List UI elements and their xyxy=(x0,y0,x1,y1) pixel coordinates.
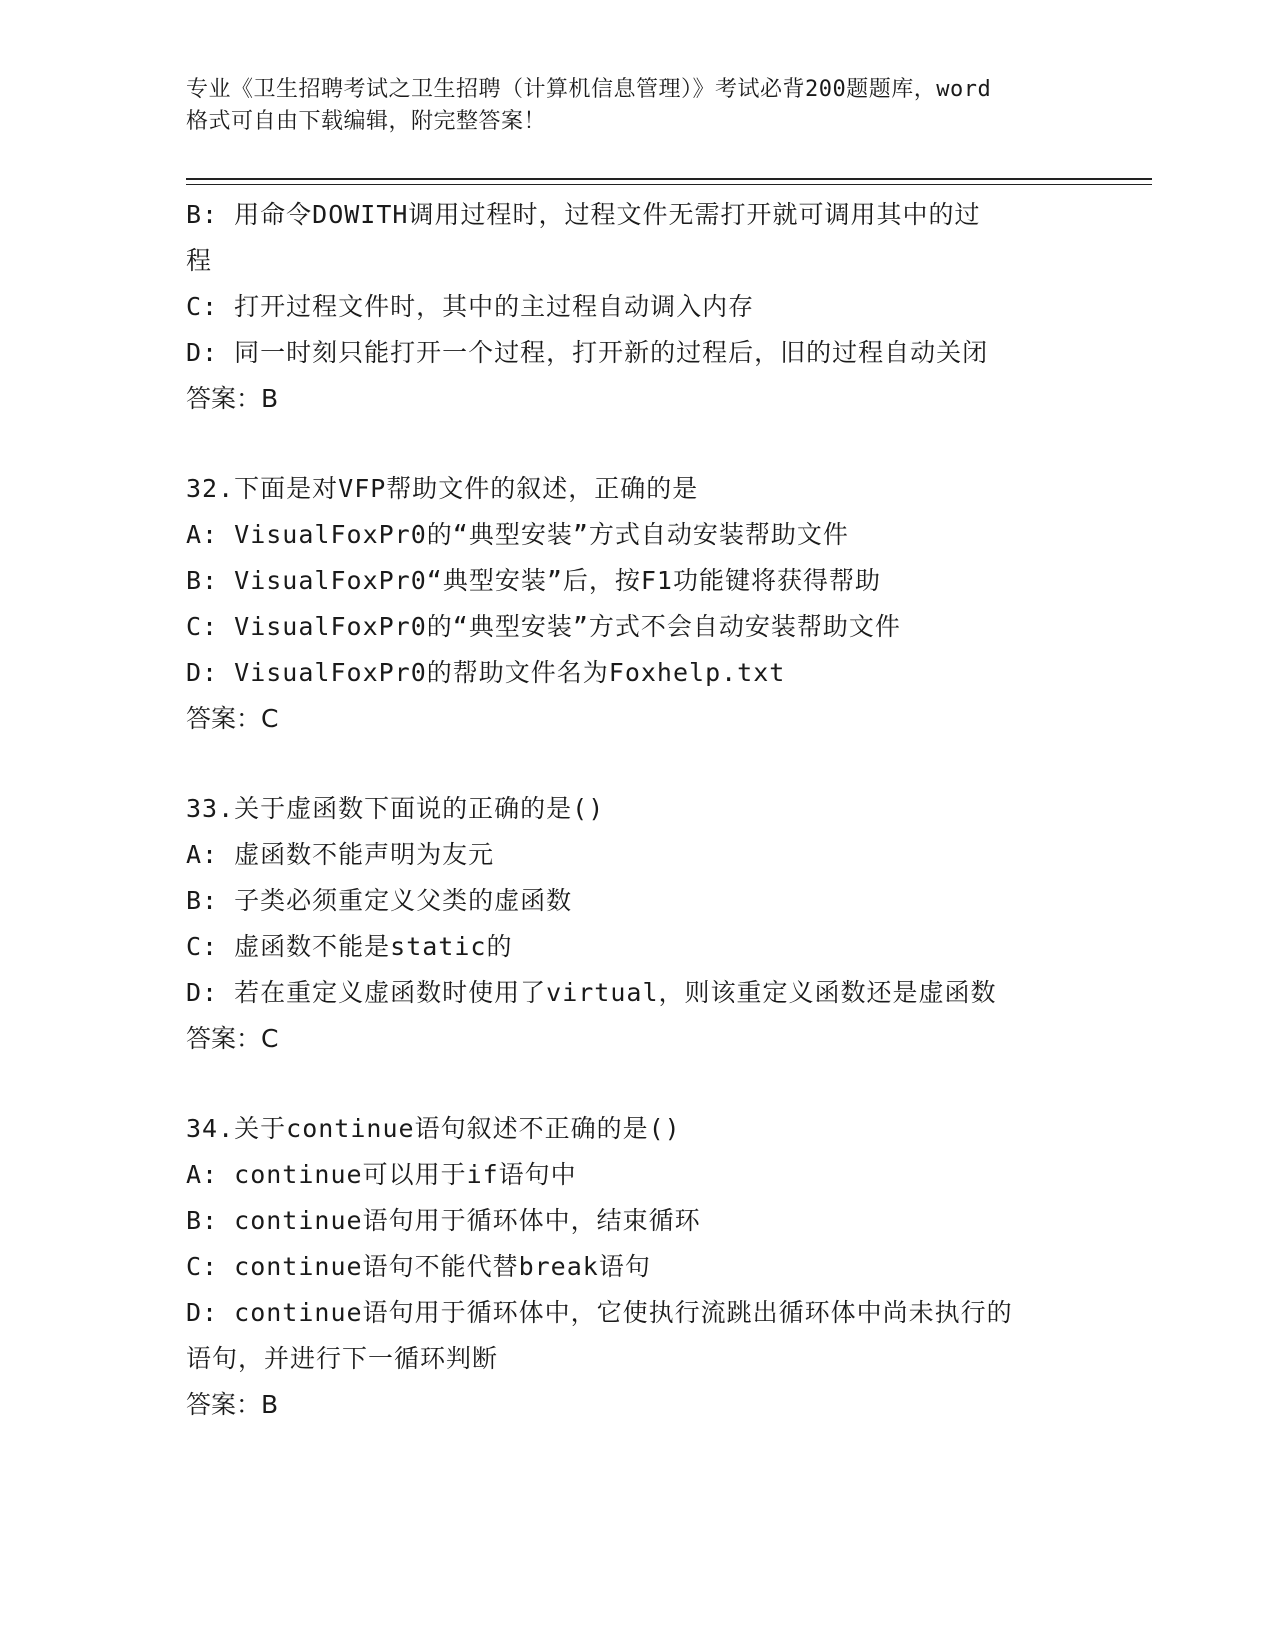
option-c: C: VisualFoxPr0的“典型安装”方式不会自动安装帮助文件 xyxy=(186,612,901,641)
header-divider-thick xyxy=(186,178,1152,180)
question-32 xyxy=(186,466,1086,742)
question-34 xyxy=(186,1106,1086,1428)
spacer xyxy=(186,1062,1086,1106)
option-b: B: continue语句用于循环体中，结束循环 xyxy=(186,1206,701,1235)
header-line-2: 格式可自由下载编辑，附完整答案！ xyxy=(186,109,547,134)
option-c: C: 打开过程文件时，其中的主过程自动调入内存 xyxy=(186,292,755,321)
option-c: C: continue语句不能代替break语句 xyxy=(186,1252,651,1281)
option-a: A: continue可以用于if语句中 xyxy=(186,1160,577,1189)
header-divider-thin xyxy=(186,184,1152,185)
question-list xyxy=(186,192,1086,1428)
option-a: A: VisualFoxPr0的“典型安装”方式自动安装帮助文件 xyxy=(186,520,849,549)
spacer xyxy=(186,742,1086,786)
option-d: D: continue语句用于循环体中，它使执行流跳出循环体中尚未执行的 xyxy=(186,1298,1013,1327)
option-b-continued: 程 xyxy=(186,246,213,275)
answer: 答案：C xyxy=(186,1024,279,1053)
option-d: D: VisualFoxPr0的帮助文件名为Foxhelp.txt xyxy=(186,658,786,687)
question-33 xyxy=(186,786,1086,1062)
question-text: 33.关于虚函数下面说的正确的是() xyxy=(186,794,605,823)
option-d: D: 同一时刻只能打开一个过程，打开新的过程后，旧的过程自动关闭 xyxy=(186,338,989,367)
spacer xyxy=(186,422,1086,466)
question-31 xyxy=(186,192,1086,422)
answer: 答案：B xyxy=(186,1390,279,1419)
option-b: B: VisualFoxPr0“典型安装”后，按F1功能键将获得帮助 xyxy=(186,566,881,595)
header-line-1: 专业《卫生招聘考试之卫生招聘（计算机信息管理）》考试必背200题题库，word xyxy=(186,77,992,102)
option-c: C: 虚函数不能是static的 xyxy=(186,932,513,961)
question-text: 32.下面是对VFP帮助文件的叙述，正确的是 xyxy=(186,474,699,503)
question-text: 34.关于continue语句叙述不正确的是() xyxy=(186,1114,681,1143)
option-b: B: 用命令DOWITH调用过程时，过程文件无需打开就可调用其中的过 xyxy=(186,200,981,229)
option-b: B: 子类必须重定义父类的虚函数 xyxy=(186,886,573,915)
option-d: D: 若在重定义虚函数时使用了virtual，则该重定义函数还是虚函数 xyxy=(186,978,997,1007)
document-header xyxy=(186,74,1086,138)
option-d-continued: 语句，并进行下一循环判断 xyxy=(186,1344,499,1373)
answer: 答案：B xyxy=(186,384,279,413)
answer: 答案：C xyxy=(186,704,279,733)
option-a: A: 虚函数不能声明为友元 xyxy=(186,840,495,869)
